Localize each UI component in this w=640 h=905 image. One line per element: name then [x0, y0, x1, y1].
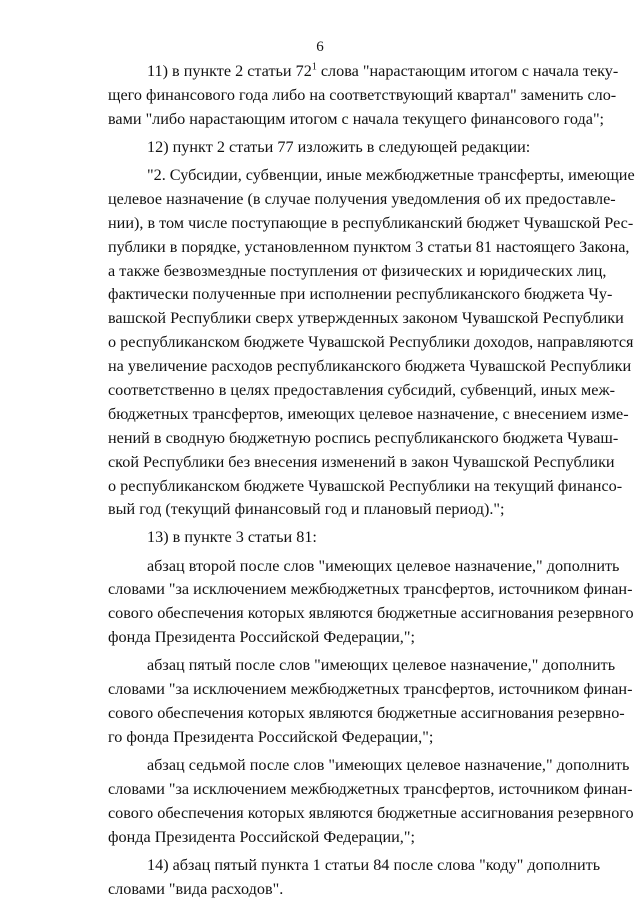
text-line-content: соответственно в целях предоставления субсидий, субвенций, иных меж-	[108, 380, 616, 399]
text-line	[108, 754, 630, 778]
text-line	[108, 307, 624, 331]
text-line-content: щего финансового года либо на соответствующий квартал" заменить сло-	[108, 85, 617, 104]
text-line-content: сового обеспечения которых являются бюджетные ассигнования резервного	[108, 803, 634, 822]
text-line-content: о республиканском бюджете Чувашской Республики на текущий финансо-	[108, 476, 623, 495]
document-body	[108, 60, 635, 902]
text-line-content: вами "либо нарастающим итогом с начала текущего финансового года";	[108, 109, 605, 128]
text-line-content: словами "за исключением межбюджетных трансфертов, источником финан-	[108, 779, 633, 798]
text-line	[108, 451, 615, 475]
text-line-content: словами "за исключением межбюджетных трансфертов, источником финан-	[108, 580, 633, 599]
text-line-continuation: слова "нарастающим итогом с начала теку-	[316, 62, 619, 80]
text-line	[108, 826, 595, 850]
text-line	[108, 498, 595, 522]
text-line	[108, 427, 619, 451]
text-line	[108, 108, 605, 132]
text-line	[108, 236, 630, 260]
text-line	[108, 602, 634, 626]
text-line-content: на увеличение расходов республиканского бюджета Чувашской Республики	[108, 357, 632, 376]
text-line-content: 11) в пункте 2 статьи 72	[147, 62, 312, 80]
text-line	[108, 188, 616, 212]
text-line-content: сового обеспечения которых являются бюджетные ассигнования резервного	[108, 604, 634, 623]
text-line	[108, 854, 601, 878]
text-line-content: ской Республики без внесения изменений в закон Чувашской Республики	[108, 452, 615, 471]
text-line-content: сового обеспечения которых являются бюджетные ассигнования резервно-	[108, 704, 625, 723]
text-line-content: словами "за исключением межбюджетных трансфертов, источником финан-	[108, 680, 633, 699]
text-line	[108, 678, 633, 702]
text-line-content: фонда Президента Российской Федерации,";	[108, 827, 415, 846]
text-line-content: абзац пятый после слов "имеющих целевое назначение," дополнить	[147, 656, 616, 675]
text-line	[108, 136, 595, 160]
text-line-content: вый год (текущий финансовый год и плановый период).";	[108, 500, 505, 519]
text-line	[108, 878, 595, 902]
text-line	[108, 526, 595, 550]
text-line-content: фактически полученные при исполнении республиканского бюджета Чу-	[108, 285, 613, 304]
text-line-content: нений в сводную бюджетную роспись республиканского бюджета Чуваш-	[108, 428, 619, 447]
text-line-content: "2. Субсидии, субвенции, иные межбюджетные трансферты, имеющие	[147, 165, 635, 184]
text-line	[108, 802, 634, 826]
text-line-content: нии), в том числе поступающие в республиканский бюджет Чувашской Рес-	[108, 213, 634, 232]
text-line-content: фонда Президента Российской Федерации,";	[108, 628, 415, 647]
text-line	[108, 578, 633, 602]
text-line-content: целевое назначение (в случае получения уведомления об их предоставле-	[108, 189, 616, 208]
text-line-content: абзац второй после слов "имеющих целевое назначение," дополнить	[147, 556, 620, 575]
text-line-content: го фонда Президента Российской Федерации,";	[108, 727, 434, 746]
text-line	[108, 164, 635, 188]
text-line	[108, 84, 617, 108]
text-line	[108, 626, 595, 650]
text-line-content: публики в порядке, установленном пунктом 3 статьи 81 настоящего Закона,	[108, 237, 630, 256]
text-line	[108, 331, 634, 355]
text-line	[108, 555, 620, 579]
text-line-content: 14) абзац пятый пункта 1 статьи 84 после слова "коду" дополнить	[147, 855, 601, 874]
text-line	[108, 260, 607, 284]
text-line-content: о республиканском бюджете Чувашской Республики доходов, направляются	[108, 333, 634, 352]
text-line	[108, 475, 623, 499]
text-line-content: вашской Республики сверх утвержденных законом Чувашской Республики	[108, 309, 624, 328]
text-line	[108, 60, 619, 84]
page-number: 6	[316, 39, 324, 55]
text-line	[108, 283, 613, 307]
text-line-content: бюджетных трансфертов, имеющих целевое назначение, с внесением изме-	[108, 404, 629, 423]
text-line	[108, 212, 634, 236]
text-line-content: словами "вида расходов".	[108, 879, 284, 898]
text-line-content: абзац седьмой после слов "имеющих целевое назначение," дополнить	[147, 756, 630, 775]
text-line	[108, 403, 629, 427]
text-line	[108, 726, 595, 750]
text-line	[108, 654, 616, 678]
text-line-content: 13) в пункте 3 статьи 81:	[147, 528, 317, 547]
text-line-content: 12) пункт 2 статьи 77 изложить в следующей редакции:	[147, 137, 531, 156]
text-line-content: а также безвозмездные поступления от физических и юридических лиц,	[108, 261, 607, 280]
text-line	[108, 379, 616, 403]
text-line	[108, 778, 633, 802]
text-line	[108, 702, 625, 726]
superscript-index: 1	[311, 61, 317, 73]
text-line	[108, 355, 632, 379]
